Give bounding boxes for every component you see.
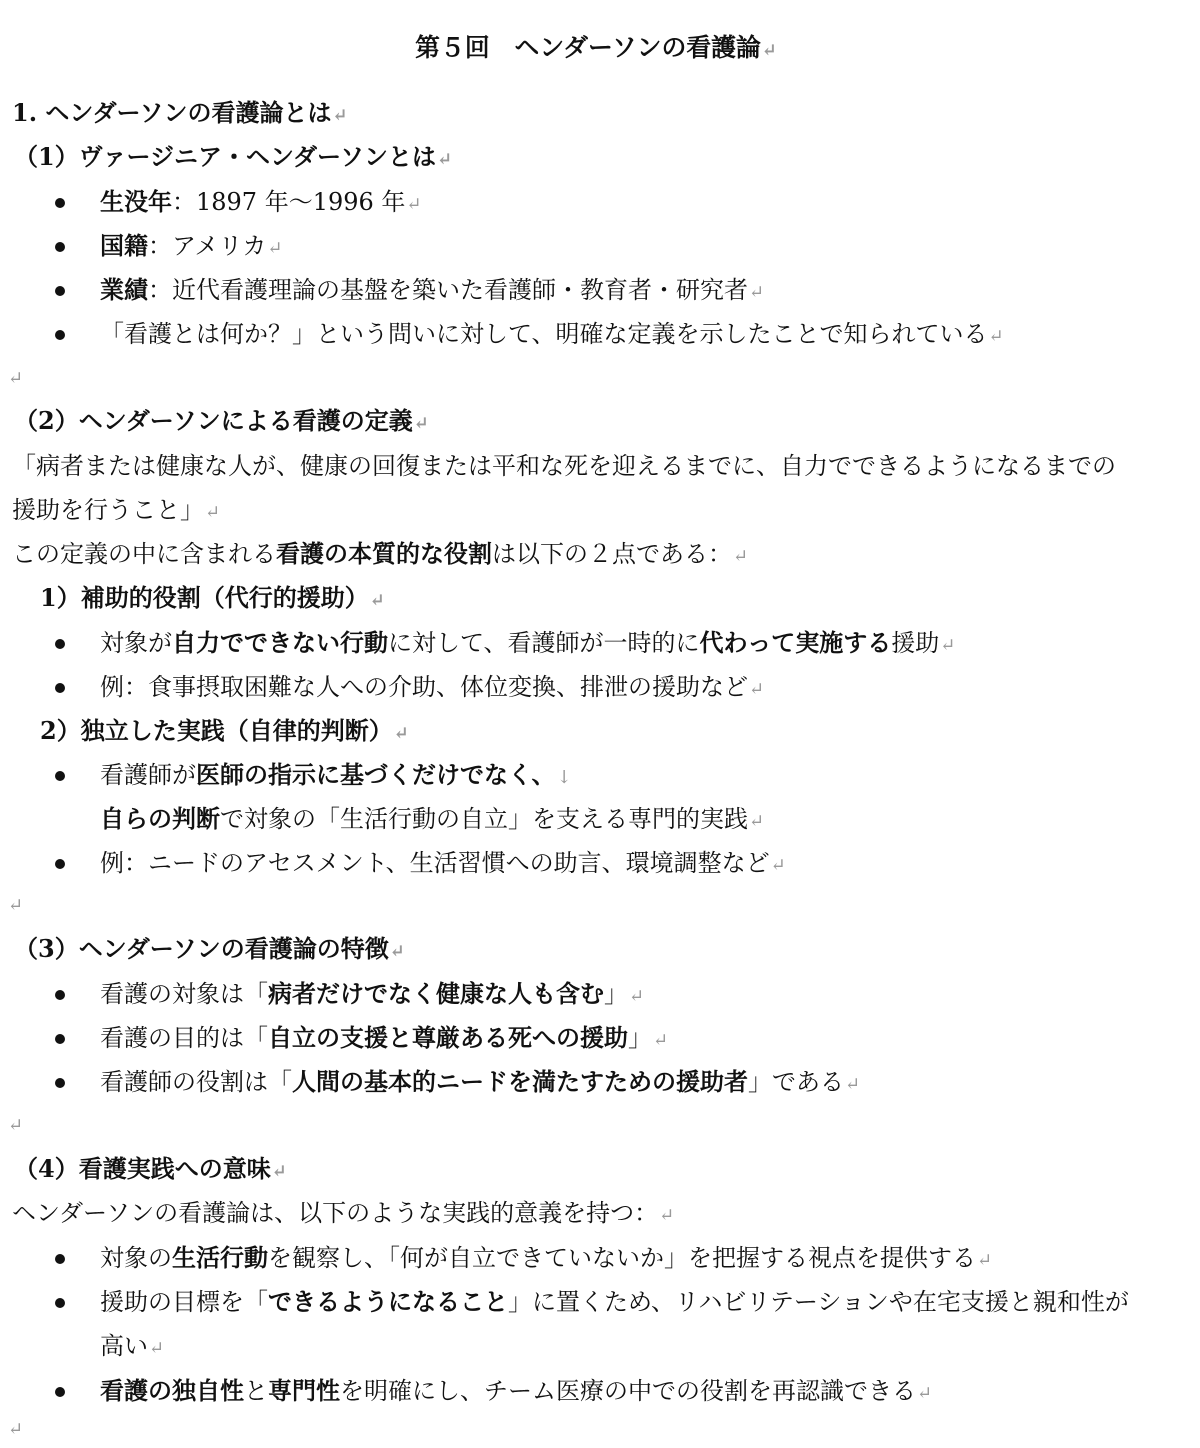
list-item: 看護師が医師の指示に基づくだけでなく、↓ [100,760,572,789]
paragraph-mark-icon: ↵ [369,590,385,611]
list-item: 業績：近代看護理論の基盤を築いた看護師・教育者・研究者↵ [100,275,765,304]
definition-text: 援助を行うこと」↵ [12,496,221,524]
paragraph-mark-icon: ↵ [205,502,221,523]
list-item: 生没年：1897 年～1996 年↵ [100,187,422,216]
list-item: 看護の独自性と専門性を明確にし、チーム医療の中での役割を再認識できる↵ [100,1376,933,1405]
bullet-icon [55,198,65,208]
bullet-icon [55,639,65,649]
subsection-heading: （4）看護実践への意味↵ [14,1154,287,1183]
paragraph-mark-icon: ↵ [977,1250,993,1271]
list-item: 看護の対象は「病者だけでなく健康な人も含む」↵ [100,979,645,1008]
paragraph-mark-icon: ↵ [917,1383,933,1404]
bullet-icon [55,1034,65,1044]
bullet-icon [55,1387,65,1397]
list-item: 国籍：アメリカ↵ [100,231,283,260]
intro-text: ヘンダーソンの看護論は、以下のような実践的意義を持つ：↵ [12,1199,675,1227]
paragraph-mark-icon: ↵ [629,986,645,1007]
paragraph-mark-icon: ↵ [749,679,765,700]
bullet-icon [55,286,65,296]
list-item: 援助の目標を「できるようになること」に置くため、リハビリテーションや在宅支援と親和性が [100,1287,1129,1316]
empty-paragraph-mark-icon: ↵ [8,1115,24,1136]
list-item: 例：食事摂取困難な人への介助、体位変換、排泄の援助など↵ [100,673,765,701]
paragraph-mark-icon: ↵ [406,194,422,215]
paragraph-mark-icon: ↵ [271,1161,287,1182]
bullet-icon [55,1254,65,1264]
paragraph-mark-icon: ↵ [988,326,1004,347]
empty-paragraph-mark-icon: ↵ [8,368,24,389]
paragraph-mark-icon: ↵ [653,1030,669,1051]
list-item-continuation: 自らの判断で対象の「生活行動の自立」を支える専門的実践↵ [100,804,765,833]
subsection-heading: （3）ヘンダーソンの看護論の特徴↵ [14,934,405,963]
paragraph-mark-icon: ↵ [332,105,348,126]
paragraph-mark-icon: ↵ [749,282,765,303]
list-item: 看護の目的は「自立の支援と尊厳ある死への援助」↵ [100,1023,669,1052]
intro-text: この定義の中に含まれる看護の本質的な役割は以下の２点である：↵ [12,539,749,568]
paragraph-mark-icon: ↵ [393,723,409,744]
bullet-icon [55,242,65,252]
paragraph-mark-icon: ↵ [267,238,283,259]
paragraph-mark-icon: ↵ [770,855,786,876]
bullet-icon [55,1078,65,1088]
list-item: 例：ニードのアセスメント、生活習慣への助言、環境調整など↵ [100,849,786,877]
page-title: 第５回 ヘンダーソンの看護論↵ [415,33,777,62]
bullet-icon [55,683,65,693]
paragraph-mark-icon: ↵ [845,1074,861,1095]
subsection-heading: （1）ヴァージニア・ヘンダーソンとは↵ [14,142,453,171]
paragraph-mark-icon: ↵ [761,40,777,61]
list-item: 対象が自力でできない行動に対して、看護師が一時的に代わって実施する援助↵ [100,628,956,657]
bullet-icon [55,771,65,781]
paragraph-mark-icon: ↵ [749,811,765,832]
line-break-icon: ↓ [556,767,572,788]
list-item: 「看護とは何か？」という問いに対して、明確な定義を示したことで知られている↵ [100,320,1004,348]
empty-paragraph-mark-icon: ↵ [8,895,24,916]
bullet-icon [55,1298,65,1308]
bullet-icon [55,990,65,1000]
bullet-icon [55,859,65,869]
section-heading: 1. ヘンダーソンの看護論とは↵ [12,98,348,127]
list-item: 看護師の役割は「人間の基本的ニードを満たすための援助者」である↵ [100,1067,861,1096]
list-item-continuation: 高い↵ [100,1332,165,1360]
subsection-heading: （2）ヘンダーソンによる看護の定義↵ [14,406,429,435]
paragraph-mark-icon: ↵ [940,635,956,656]
role-heading: 1）補助的役割（代行的援助）↵ [40,583,385,612]
paragraph-mark-icon: ↵ [389,941,405,962]
empty-paragraph-mark-icon: ↵ [8,1419,24,1440]
bullet-icon [55,330,65,340]
definition-text: 「病者または健康な人が、健康の回復または平和な死を迎えるまでに、自力でできるようになるまでの [12,452,1116,480]
paragraph-mark-icon: ↵ [149,1338,165,1359]
list-item: 対象の生活行動を観察し、「何が自立できていないか」を把握する視点を提供する↵ [100,1243,993,1272]
paragraph-mark-icon: ↵ [437,149,453,170]
paragraph-mark-icon: ↵ [733,546,749,567]
paragraph-mark-icon: ↵ [659,1205,675,1226]
paragraph-mark-icon: ↵ [413,413,429,434]
role-heading: 2）独立した実践（自律的判断）↵ [40,716,409,745]
